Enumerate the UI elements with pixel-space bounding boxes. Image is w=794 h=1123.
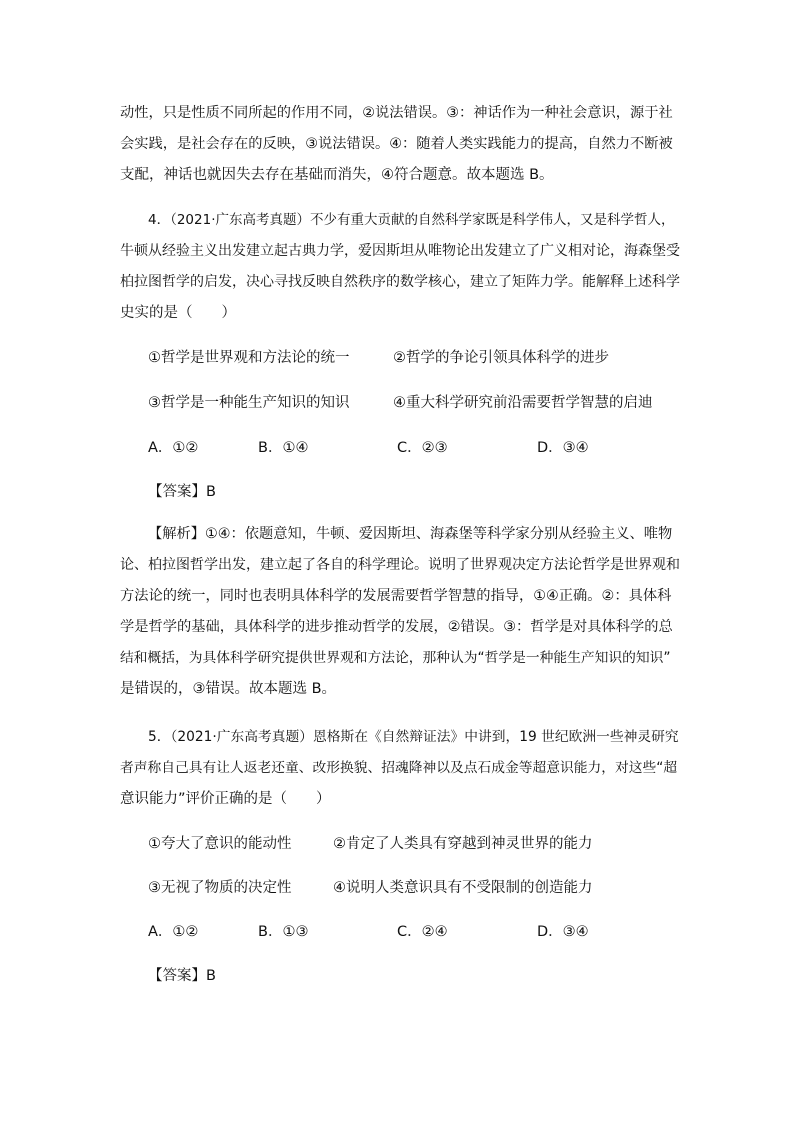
- question-stem-line: 4．（2021·广东高考真题）不少有重大贡献的自然科学家既是科学伟人，又是科学哲人，: [148, 212, 675, 228]
- statement-1: ①哲学是世界观和方法论的统一: [148, 350, 350, 366]
- text-line: 支配，神话也就因失去存在基础而消失，④符合题意。故本题选 B。: [120, 167, 554, 183]
- statement-3: ③哲学是一种能生产知识的知识: [148, 395, 350, 411]
- analysis-line: 学是哲学的基础，具体科学的进步推动哲学的发展，②错误。③：哲学是对具体科学的总: [120, 619, 673, 635]
- text-line: 动性，只是性质不同所起的作用不同，②说法错误。③：神话作为一种社会意识，源于社: [120, 105, 673, 121]
- choice-b: B．①④: [258, 440, 309, 456]
- analysis-line: 论、柏拉图哲学出发，建立起了各自的科学理论。说明了世界观决定方法论哲学是世界观和: [120, 557, 680, 573]
- choice-d: D．③④: [537, 440, 589, 456]
- choice-b: B．①③: [258, 924, 309, 940]
- statement-1: ①夸大了意识的能动性: [148, 836, 292, 852]
- text-line: 会实践，是社会存在的反映，③说法错误。④：随着人类实践能力的提高，自然力不断被: [120, 136, 673, 152]
- answer-label: 【答案】B: [148, 968, 216, 984]
- analysis-line: 是错误的，③错误。故本题选 B。: [120, 681, 337, 697]
- analysis-line: 【解析】①④：依题意知，牛顿、爱因斯坦、海森堡等科学家分别从经验主义、唯物: [148, 526, 673, 542]
- statement-2: ②肯定了人类具有穿越到神灵世界的能力: [333, 836, 593, 852]
- question-stem-line: 者声称自己具有让人返老还童、改形换貌、招魂降神以及点石成金等超意识能力，对这些“超: [120, 760, 678, 776]
- question-stem-line: 柏拉图哲学的启发，决心寻找反映自然秩序的数学核心，建立了矩阵力学。能解释上述科学: [120, 274, 680, 290]
- question-stem-line: 史实的是（ ）: [120, 305, 236, 321]
- answer-label: 【答案】B: [148, 484, 216, 500]
- analysis-line: 结和概括，为具体科学研究提供世界观和方法论，那种认为“哲学是一种能生产知识的知识”: [120, 650, 671, 666]
- analysis-line: 方法论的统一，同时也表明具体科学的发展需要哲学智慧的指导，①④正确。②：具体科: [120, 588, 672, 604]
- question-stem-line: 牛顿从经验主义出发建立起古典力学，爱因斯坦从唯物论出发建立了广义相对论，海森堡受: [120, 243, 680, 259]
- choice-c: C．②④: [397, 924, 448, 940]
- question-stem-line: 意识能力”评价正确的是（ ）: [120, 791, 331, 807]
- choice-d: D．③④: [537, 924, 589, 940]
- statement-3: ③无视了物质的决定性: [148, 880, 292, 896]
- statement-4: ④说明人类意识具有不受限制的创造能力: [333, 880, 593, 896]
- choice-a: A．①②: [148, 440, 199, 456]
- choice-a: A．①②: [148, 924, 199, 940]
- statement-4: ④重大科学研究前沿需要哲学智慧的启迪: [393, 395, 653, 411]
- question-stem-line: 5．（2021·广东高考真题）恩格斯在《自然辩证法》中讲到，19 世纪欧洲一些神灵研究: [148, 729, 679, 745]
- statement-2: ②哲学的争论引领具体科学的进步: [393, 350, 609, 366]
- choice-c: C．②③: [397, 440, 448, 456]
